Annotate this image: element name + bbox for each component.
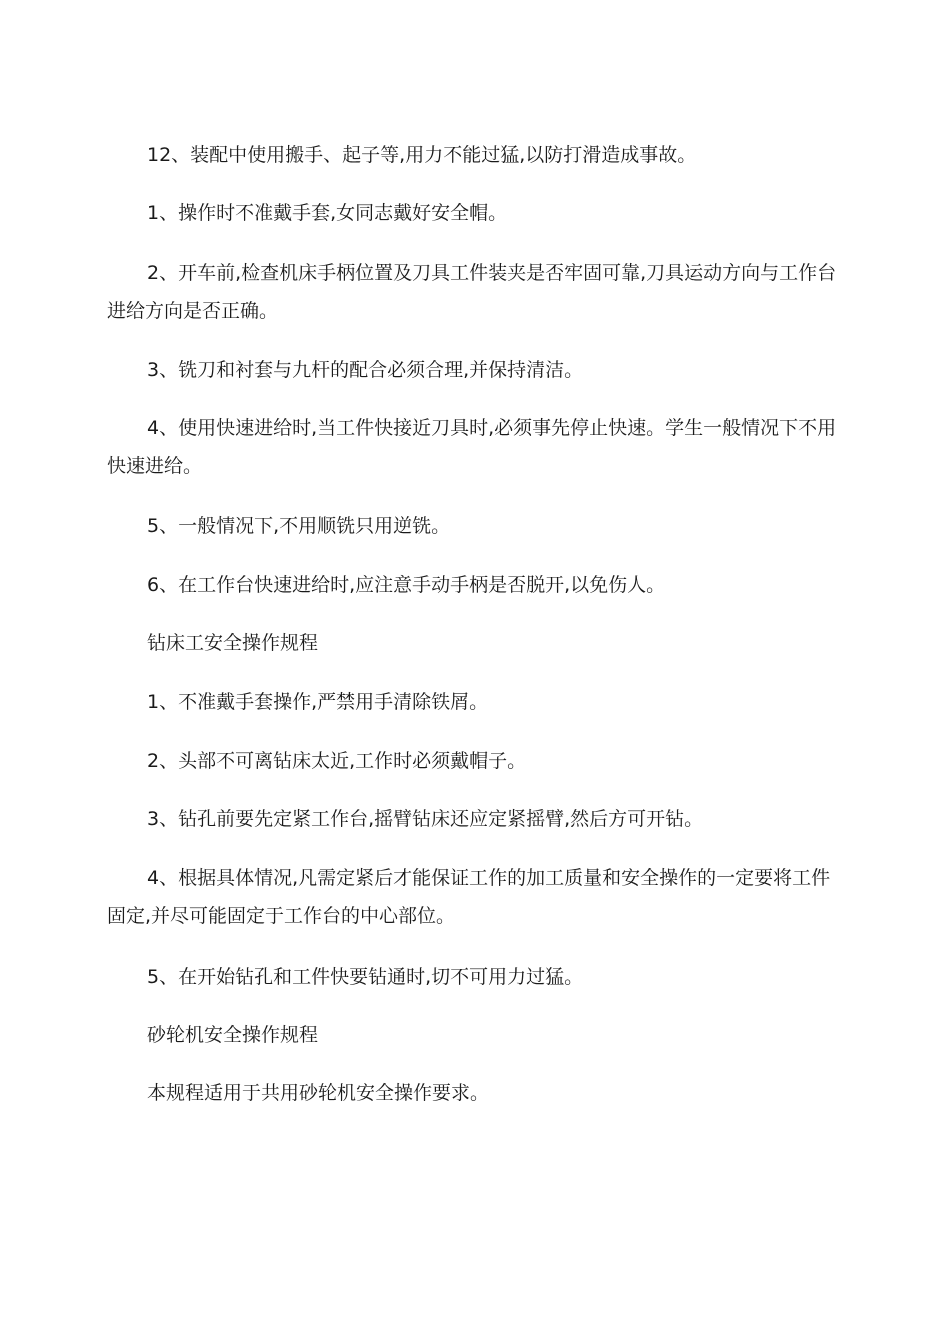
paragraph-milling-rule-2: 2、开车前,检查机床手柄位置及刀具工件装夹是否牢固可靠,刀具运动方向与工作台进给方向是否正确。 [107, 262, 837, 322]
paragraph-milling-rule-5: 5、一般情况下,不用顺铣只用逆铣。 [147, 515, 451, 537]
paragraph-milling-rule-4: 4、使用快速进给时,当工件快接近刀具时,必须事先停止快速。学生一般情况下不用快速进给。 [107, 417, 837, 477]
section-heading-grinder: 砂轮机安全操作规程 [147, 1024, 319, 1046]
paragraph-grinder-scope: 本规程适用于共用砂轮机安全操作要求。 [147, 1082, 490, 1104]
paragraph-drill-rule-3: 3、钻孔前要先定紧工作台,摇臂钻床还应定紧摇臂,然后方可开钻。 [147, 808, 704, 830]
paragraph-milling-rule-1: 1、操作时不准戴手套,女同志戴好安全帽。 [147, 202, 508, 224]
paragraph-drill-rule-2: 2、头部不可离钻床太近,工作时必须戴帽子。 [147, 750, 527, 772]
paragraph-milling-rule-3: 3、铣刀和衬套与九杆的配合必须合理,并保持清洁。 [147, 359, 584, 381]
paragraph-drill-rule-5: 5、在开始钻孔和工件快要钻通时,切不可用力过猛。 [147, 966, 584, 988]
paragraph-drill-rule-1: 1、不准戴手套操作,严禁用手清除铁屑。 [147, 691, 489, 713]
paragraph-assembly-rule-12: 12、装配中使用搬手、起子等,用力不能过猛,以防打滑造成事故。 [147, 144, 697, 166]
section-heading-drill-press: 钻床工安全操作规程 [147, 632, 319, 654]
paragraph-drill-rule-4: 4、根据具体情况,凡需定紧后才能保证工作的加工质量和安全操作的一定要将工件固定,并尽可能固定于工作台的中心部位。 [107, 867, 831, 927]
paragraph-milling-rule-6: 6、在工作台快速进给时,应注意手动手柄是否脱开,以免伤人。 [147, 574, 666, 596]
